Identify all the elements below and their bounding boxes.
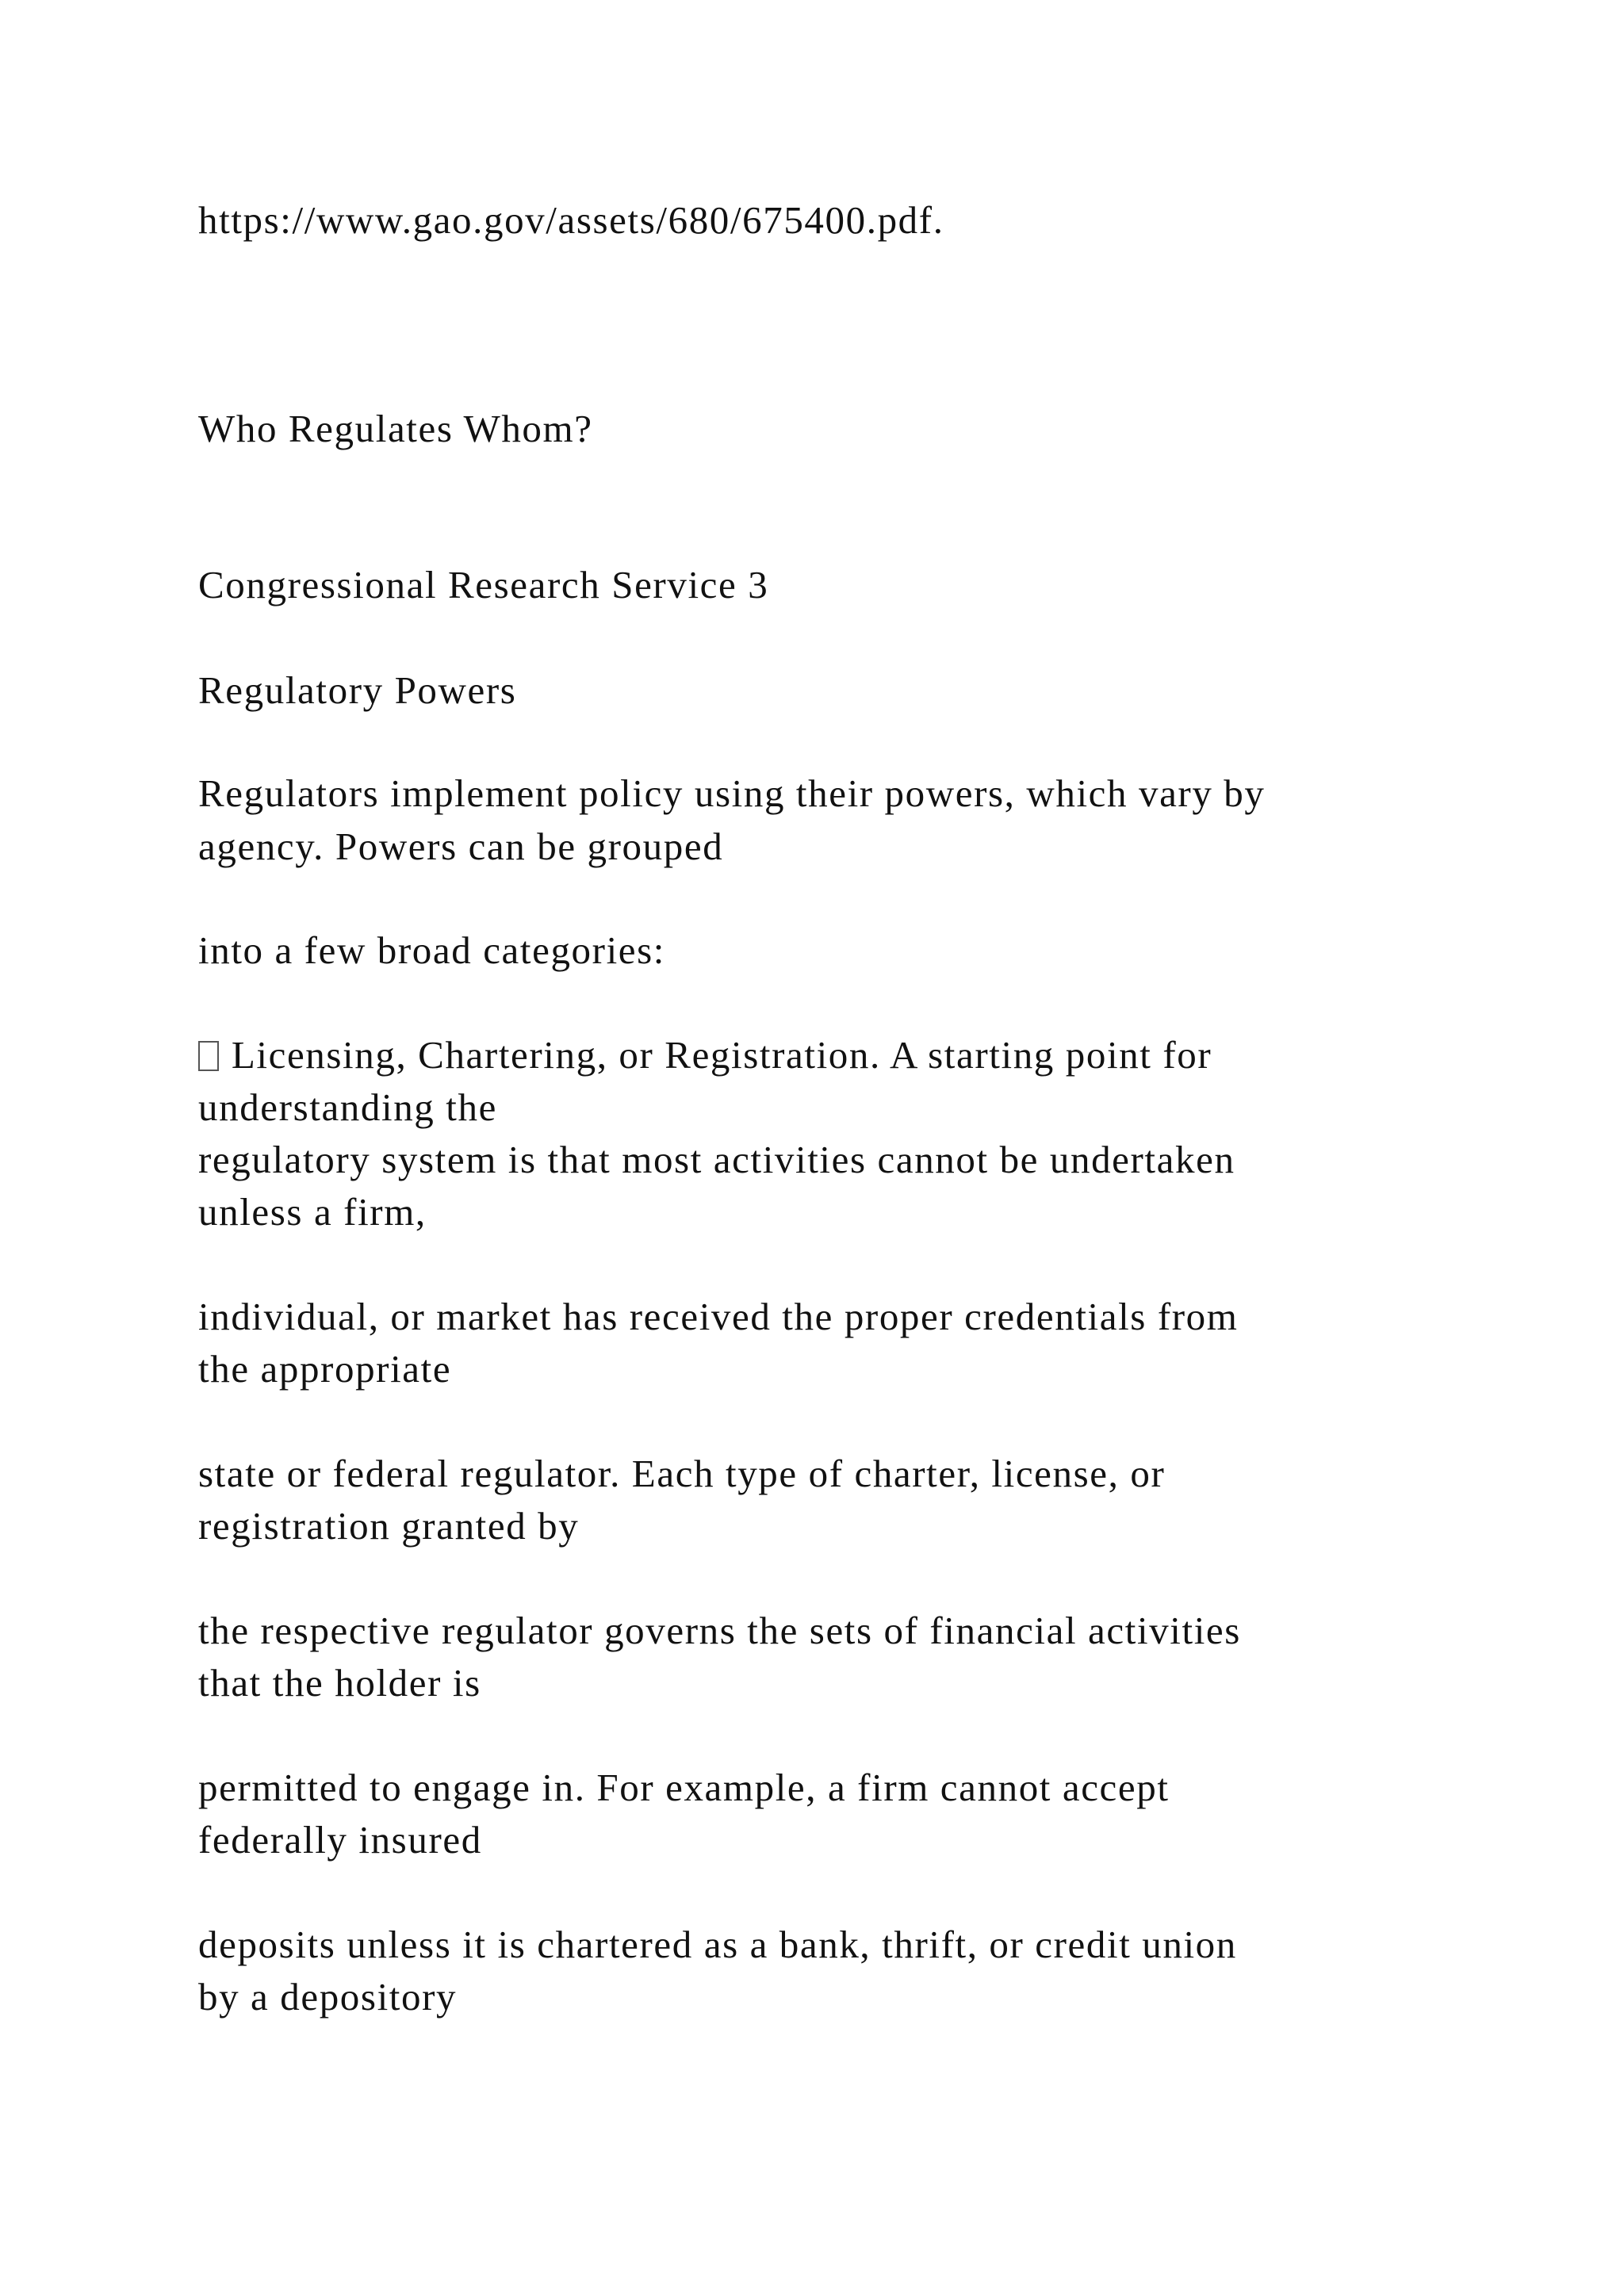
paragraph-line: Regulators implement policy using their powers, which vary by [198,771,1266,815]
paragraph-line: into a few broad categories: [198,928,666,972]
paragraph-line: by a depository [198,1975,458,2019]
paragraph-line: individual, or market has received the proper credentials from [198,1295,1239,1338]
missing-glyph-icon [198,1041,219,1071]
paragraph-line: permitted to engage in. For example, a firm cannot accept [198,1766,1170,1809]
page-header: Congressional Research Service 3 [198,563,769,607]
paragraph-line: federally insured [198,1818,482,1862]
paragraph-line: the respective regulator governs the sets of financial activities [198,1609,1241,1652]
source-url-text: https://www.gao.gov/assets/680/675400.pdf. [198,198,944,242]
document-title: Who Regulates Whom? [198,407,593,450]
paragraph-line: unless a firm, [198,1190,427,1234]
bullet-line [198,1029,1212,1081]
paragraph-line: agency. Powers can be grouped [198,825,724,868]
bullet-text: Licensing, Chartering, or Registration. A starting point for [220,1033,1212,1077]
paragraph-line: state or federal regulator. Each type of charter, license, or [198,1452,1166,1495]
paragraph-line: deposits unless it is chartered as a bank, thrift, or credit union [198,1923,1237,1966]
section-heading: Regulatory Powers [198,668,517,712]
paragraph-line: registration granted by [198,1504,580,1548]
paragraph-line: the appropriate [198,1347,452,1391]
paragraph-line: regulatory system is that most activities cannot be undertaken [198,1138,1235,1181]
paragraph-line: understanding the [198,1085,497,1129]
paragraph-line: that the holder is [198,1661,481,1705]
